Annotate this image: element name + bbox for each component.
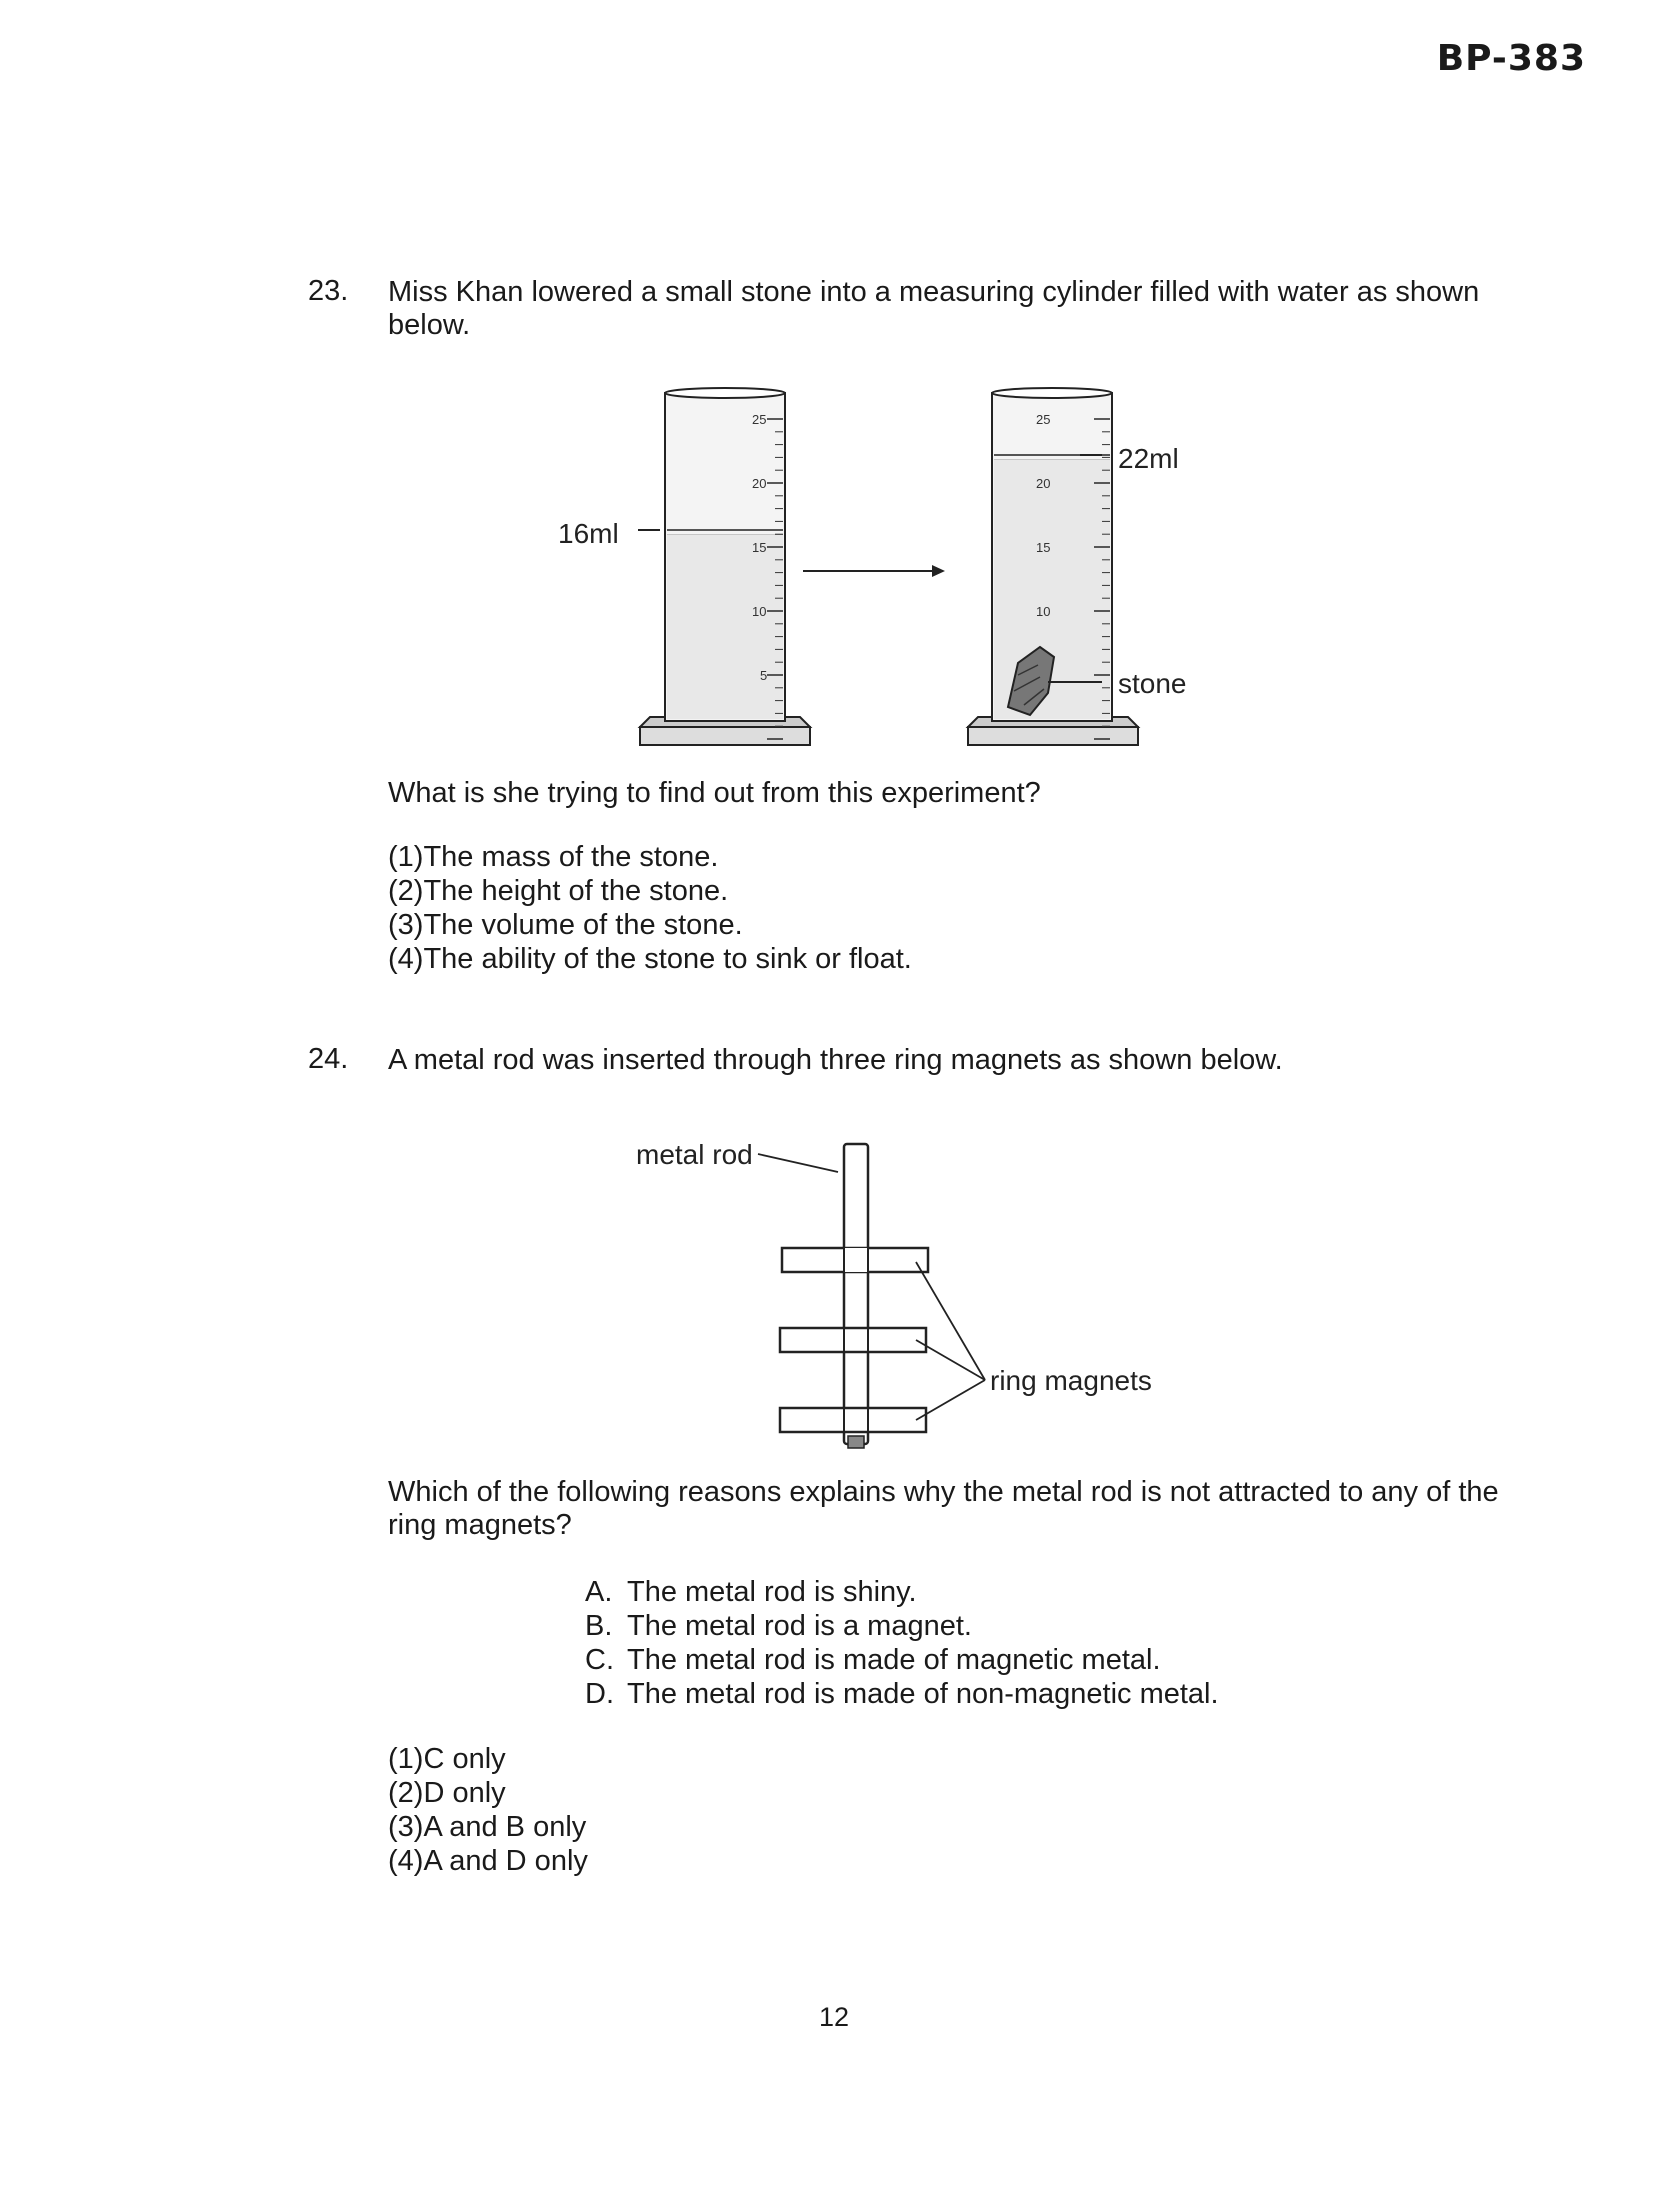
scale-label: 10	[1036, 604, 1051, 619]
q24-option-4: (4)A and D only	[388, 1845, 588, 1877]
scale-label: 15	[752, 540, 767, 555]
q23-option-1: (1)The mass of the stone.	[388, 841, 719, 873]
scale-label: 20	[752, 476, 767, 491]
ring-magnet	[780, 1328, 926, 1352]
statement-a	[585, 1575, 1219, 1609]
arrow-right-icon	[803, 565, 945, 577]
q24-number: 24.	[308, 1043, 349, 1075]
statement-letter: D.	[585, 1678, 614, 1710]
q23-figure	[540, 375, 1240, 755]
q24-option-2: (2)D only	[388, 1777, 506, 1809]
scale-label: 25	[1036, 412, 1051, 427]
ring-magnet	[782, 1248, 928, 1272]
scale-label: 20	[1036, 476, 1051, 491]
q23-option-4: (4)The ability of the stone to sink or float.	[388, 943, 912, 975]
statement-letter: C.	[585, 1644, 614, 1676]
statement-letter: B.	[585, 1610, 613, 1642]
q24-options	[388, 1742, 588, 1878]
q24-statements	[585, 1575, 1219, 1711]
right-volume-label: 22ml	[1118, 443, 1179, 474]
stone-label: stone	[1118, 668, 1187, 699]
scale-label: 25	[752, 412, 767, 427]
q23-question: What is she trying to find out from this experiment?	[388, 777, 1041, 809]
q23-options	[388, 840, 912, 976]
ring-magnet	[780, 1408, 926, 1432]
scale-label: 15	[1036, 540, 1051, 555]
metal-rod	[844, 1144, 868, 1448]
statement-text: The metal rod is shiny.	[627, 1576, 917, 1608]
q24-question: Which of the following reasons explains why the metal rod is not attracted to any of the ring magnets?	[388, 1476, 1499, 1541]
q24-option-1: (1)C only	[388, 1743, 506, 1775]
q24-option-3: (3)A and B only	[388, 1811, 587, 1843]
metal-rod-label: metal rod	[636, 1139, 753, 1170]
left-volume-label: 16ml	[558, 518, 619, 549]
q24-text: A metal rod was inserted through three ring magnets as shown below.	[388, 1044, 1283, 1076]
paper-code: BP-383	[1436, 38, 1586, 79]
statement-b	[585, 1609, 1219, 1643]
statement-d	[585, 1677, 1219, 1711]
statement-text: The metal rod is made of magnetic metal.	[627, 1644, 1161, 1676]
q23-number: 23.	[308, 275, 349, 307]
left-measuring-cylinder	[638, 388, 810, 745]
q23-option-3: (3)The volume of the stone.	[388, 909, 743, 941]
statement-text: The metal rod is a magnet.	[627, 1610, 972, 1642]
right-measuring-cylinder	[968, 388, 1138, 745]
scale-label: 5	[760, 668, 768, 683]
statement-letter: A.	[585, 1576, 613, 1608]
q24-figure	[630, 1130, 1190, 1450]
page-number: 12	[819, 2002, 850, 2032]
q23-option-2: (2)The height of the stone.	[388, 875, 729, 907]
q23-text: Miss Khan lowered a small stone into a measuring cylinder filled with water as shown below.	[388, 276, 1480, 341]
ring-magnets-label: ring magnets	[990, 1365, 1152, 1396]
statement-c	[585, 1643, 1219, 1677]
statement-text: The metal rod is made of non-magnetic metal.	[627, 1678, 1219, 1710]
scale-label: 10	[752, 604, 767, 619]
